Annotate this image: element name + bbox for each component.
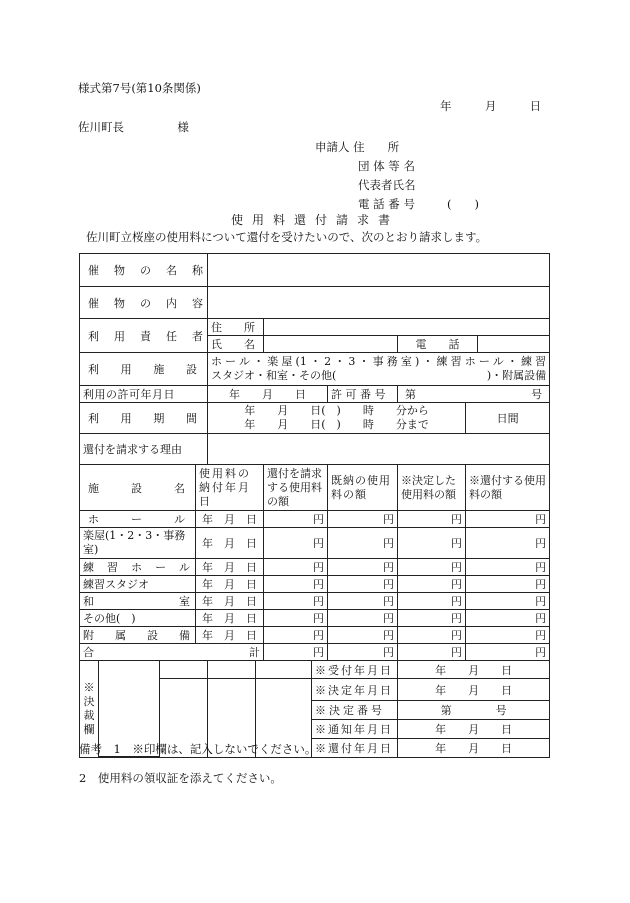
- fee-row-total: [80, 644, 550, 661]
- addressee-name: 佐川町長: [78, 120, 124, 134]
- fee-refund-amount: 円: [466, 576, 550, 593]
- fee-paid-amount[interactable]: 円: [328, 528, 398, 559]
- fee-total-label-1: 合: [83, 646, 94, 659]
- responsible-phone-label: 電 話: [398, 336, 478, 353]
- fee-total-decided: 円: [398, 644, 466, 661]
- fee-row-equipment: [80, 627, 550, 644]
- decision-stamp-col-4: [256, 661, 312, 679]
- fee-decided-amount: 円: [398, 576, 466, 593]
- fee-facility-name: 楽屋(1・2・3・事務室): [80, 528, 196, 559]
- applicant-label: 申請人: [315, 140, 350, 154]
- date-day: 日: [529, 99, 542, 113]
- fee-refund-request-amount[interactable]: 円: [264, 528, 328, 559]
- fee-refund-request-amount[interactable]: 円: [264, 610, 328, 627]
- fee-refund-amount: 円: [466, 627, 550, 644]
- decision-item-value: 年 月 日: [398, 739, 550, 758]
- applicant-phone-label: 電 話 番 号: [358, 197, 415, 211]
- event-content-label: 催 物 の 内 容: [80, 287, 208, 319]
- decision-item-label: ※決定年月日: [312, 679, 398, 701]
- period-line2: 年 月 日( ) 時 分まで: [244, 418, 429, 431]
- period-label: 利 用 期 間: [80, 403, 208, 434]
- facility-label: 利 用 施 設: [80, 353, 208, 386]
- form-title: 使用料還付請求書: [230, 213, 399, 227]
- fee-header-facility: 施 設 名: [80, 465, 196, 511]
- decision-item-value: 年 月 日: [398, 720, 550, 739]
- fee-header-decided: ※決定した使用料の額: [398, 465, 466, 511]
- fee-payment-date[interactable]: 年 月 日: [196, 593, 264, 610]
- permit-no-suffix: 号: [531, 388, 543, 401]
- decision-stamp-col-3: [208, 661, 256, 679]
- decision-item-value: 第 号: [398, 701, 550, 720]
- fee-facility-name: 附属設備: [80, 627, 196, 644]
- fee-refund-request-amount[interactable]: 円: [264, 559, 328, 576]
- decision-item-label: ※決定番号: [312, 701, 398, 720]
- permit-no-label: 許 可 番 号: [328, 386, 398, 403]
- fee-facility-name: 練習ホール: [80, 559, 196, 576]
- decision-item-label: ※受付年月日: [312, 661, 398, 679]
- fee-refund-request-amount[interactable]: 円: [264, 511, 328, 528]
- fee-payment-date[interactable]: 年 月 日: [196, 559, 264, 576]
- decision-stamp-col-2: [160, 661, 208, 679]
- decision-item-value: 年 月 日: [398, 661, 550, 679]
- applicant-address-label: 住 所: [353, 140, 400, 154]
- responsible-phone-field[interactable]: [478, 336, 550, 353]
- permit-no-field[interactable]: [398, 386, 550, 403]
- period-line1: 年 月 日( ) 時 分から: [244, 404, 429, 417]
- date-month: 月: [484, 99, 497, 113]
- period-days: 日間: [466, 403, 550, 434]
- facility-options[interactable]: [208, 353, 550, 386]
- permit-no-prefix: 第: [405, 388, 417, 401]
- fee-row-other: [80, 610, 550, 627]
- fee-decided-amount: 円: [398, 610, 466, 627]
- fee-refund-amount: 円: [466, 559, 550, 576]
- fee-decided-amount: 円: [398, 559, 466, 576]
- responsible-address-label: 住 所: [208, 319, 264, 336]
- event-content-field[interactable]: [208, 287, 550, 319]
- fee-refund-request-amount[interactable]: 円: [264, 593, 328, 610]
- decision-label: ※決裁欄: [80, 661, 99, 757]
- date-line: [440, 98, 541, 114]
- fee-refund-request-amount[interactable]: 円: [264, 576, 328, 593]
- facility-options-line2b: )・附属設備: [486, 369, 547, 382]
- fee-refund-amount: 円: [466, 610, 550, 627]
- responsible-label: 利 用 責 任 者: [80, 319, 208, 353]
- decision-item-label: ※通知年月日: [312, 720, 398, 739]
- responsible-address-field[interactable]: [264, 319, 550, 336]
- responsible-name-field[interactable]: [264, 336, 398, 353]
- form-number: 様式第7号(第10条関係): [78, 81, 201, 95]
- fee-total-label-2: 計: [249, 646, 261, 659]
- permit-date-label: 利用の許可年月日: [80, 386, 208, 403]
- fee-decided-amount: 円: [398, 528, 466, 559]
- event-name-label: 催 物 の 名 称: [80, 254, 208, 287]
- fee-paid-amount[interactable]: 円: [328, 511, 398, 528]
- note-2: 2 使用料の領収証を添えてください。: [79, 771, 282, 785]
- applicant-phone-paren: ( ): [446, 197, 479, 211]
- fee-payment-date[interactable]: 年 月 日: [196, 528, 264, 559]
- reason-field[interactable]: [208, 434, 550, 465]
- addressee: [78, 119, 189, 135]
- note-1: 備考 1 ※印欄は、記入しないでください。: [79, 742, 317, 756]
- fee-payment-date[interactable]: 年 月 日: [196, 627, 264, 644]
- fee-decided-amount: 円: [398, 593, 466, 610]
- fee-total-refund: 円: [466, 644, 550, 661]
- fee-refund-amount: 円: [466, 511, 550, 528]
- applicant-block: [315, 138, 479, 214]
- fee-header-payment-date: 使用料の納付年月日: [196, 465, 264, 511]
- fee-total-label: [80, 644, 264, 661]
- fee-payment-date[interactable]: 年 月 日: [196, 610, 264, 627]
- fee-refund-amount: 円: [466, 528, 550, 559]
- intro-text: 佐川町立桜座の使用料について還付を受けたいので、次のとおり請求します。: [86, 230, 488, 244]
- fee-paid-amount[interactable]: 円: [328, 593, 398, 610]
- decision-item-value: 年 月 日: [398, 679, 550, 701]
- fee-row-dressing-room: [80, 528, 550, 559]
- fee-refund-amount: 円: [466, 593, 550, 610]
- reason-label: 還付を請求する理由: [80, 434, 208, 465]
- fee-row-japanese-room: [80, 593, 550, 610]
- permit-date-field[interactable]: 年 月 日: [208, 386, 328, 403]
- fee-header-refund-request: 還付を請求する使用料の額: [264, 465, 328, 511]
- fee-facility-name: その他( ): [80, 610, 196, 627]
- fee-decided-amount: 円: [398, 511, 466, 528]
- fee-header-paid: 既納の使用料の額: [328, 465, 398, 511]
- fee-paid-amount[interactable]: 円: [328, 610, 398, 627]
- fee-row-practice-studio: [80, 576, 550, 593]
- addressee-honorific: 様: [177, 120, 189, 134]
- fee-facility-name: ホ ー ル: [80, 511, 196, 528]
- fee-total-refund-request[interactable]: 円: [264, 644, 328, 661]
- date-year: 年: [440, 99, 452, 113]
- fee-row-hall: [80, 511, 550, 528]
- event-name-field[interactable]: [208, 254, 550, 287]
- fee-refund-request-amount[interactable]: 円: [264, 627, 328, 644]
- responsible-name-label: 氏 名: [208, 336, 264, 353]
- fee-paid-amount[interactable]: 円: [328, 576, 398, 593]
- fee-facility-name: 和 室: [80, 593, 196, 610]
- fee-payment-date[interactable]: 年 月 日: [196, 576, 264, 593]
- fee-row-practice-hall: [80, 559, 550, 576]
- applicant-representative-label: 代表者氏名: [358, 178, 416, 192]
- fee-paid-amount[interactable]: 円: [328, 559, 398, 576]
- fee-facility-name: 練習スタジオ: [80, 576, 196, 593]
- fee-decided-amount: 円: [398, 627, 466, 644]
- fee-total-paid[interactable]: 円: [328, 644, 398, 661]
- fee-header-refund: ※還付する使用料の額: [466, 465, 550, 511]
- facility-options-line1: ホール・楽屋(1・2・3・事務室)・練習ホール・練習: [211, 355, 547, 368]
- fee-paid-amount[interactable]: 円: [328, 627, 398, 644]
- applicant-group-label: 団 体 等 名: [358, 159, 415, 173]
- facility-options-line2: スタジオ・和室・その他(: [211, 369, 337, 382]
- fee-payment-date[interactable]: 年 月 日: [196, 511, 264, 528]
- decision-item-label: ※還付年月日: [312, 739, 398, 758]
- period-field[interactable]: [208, 403, 466, 434]
- request-form-table: [79, 253, 550, 758]
